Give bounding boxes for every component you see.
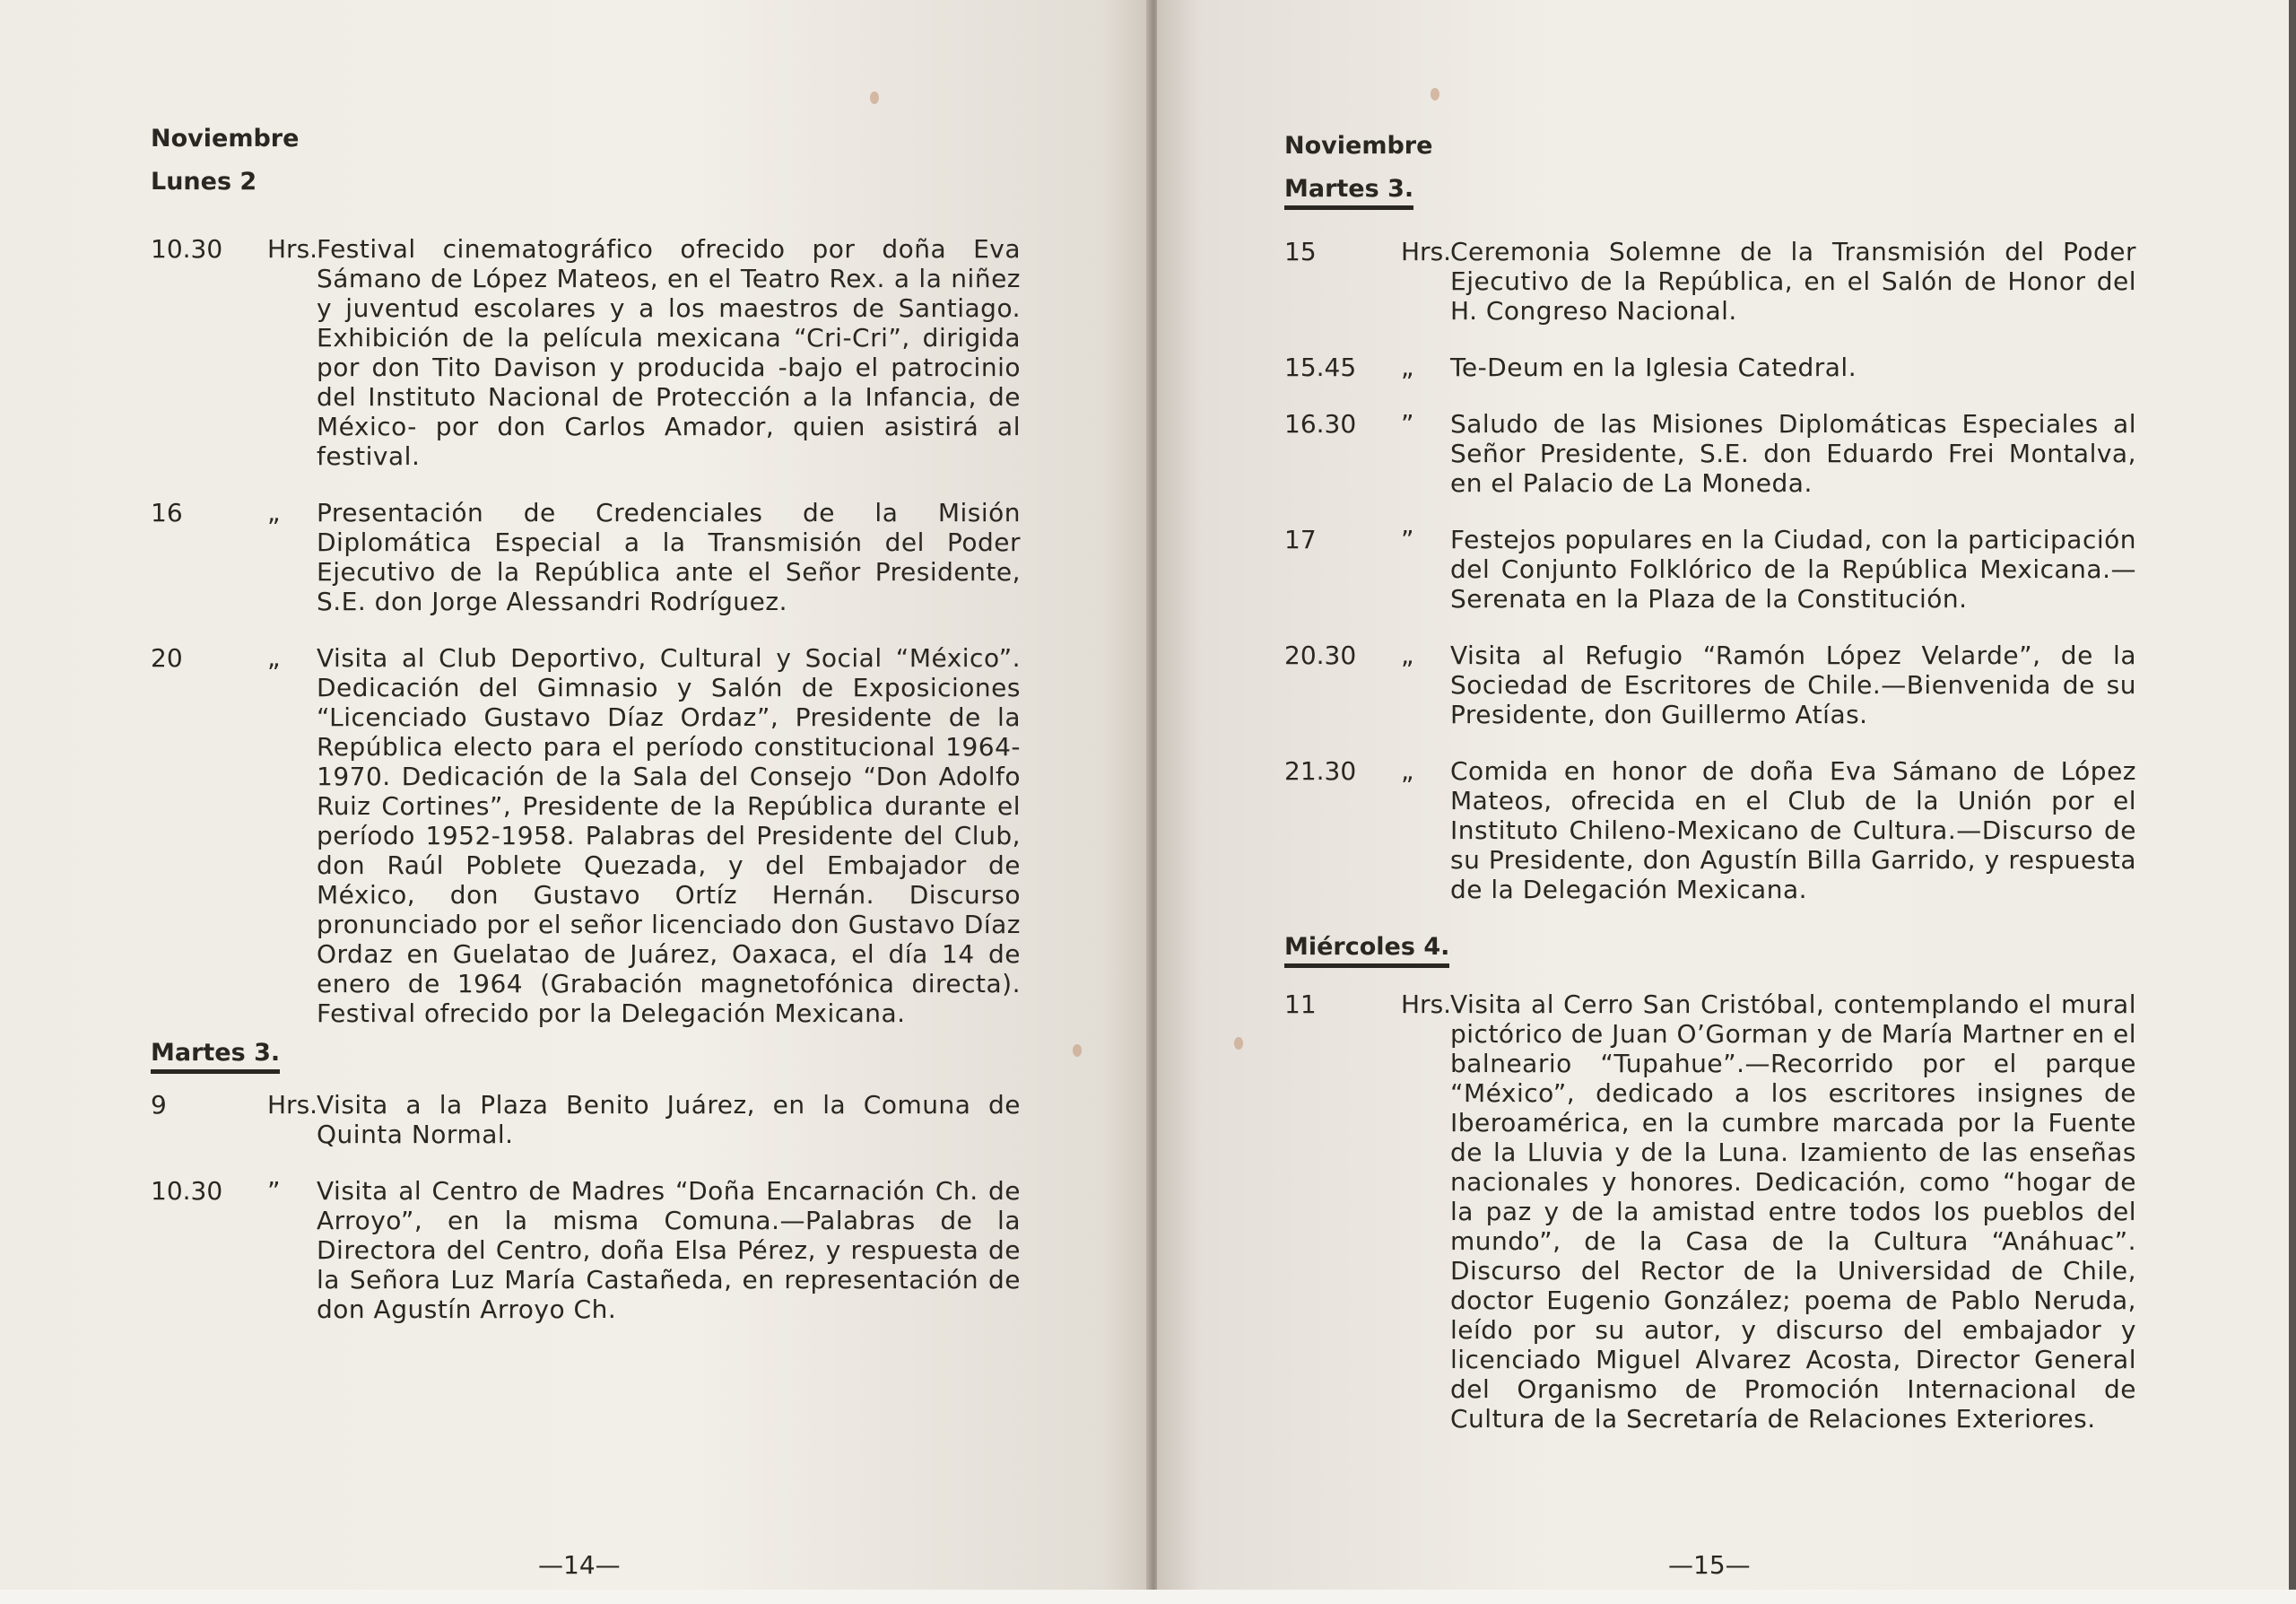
schedule-entry bbox=[1284, 525, 2136, 614]
entry-time: 16 bbox=[151, 498, 183, 527]
entry-time: 21.30 bbox=[1284, 756, 1357, 786]
entry-description: Visita al Refugio “Ramón López Velarde”, de la Sociedad de Escritores de Chile.—Bienvenida de su Presidente, don Guillermo Atías. bbox=[1450, 641, 2136, 729]
paper-stain bbox=[1431, 88, 1439, 100]
entry-unit: „ bbox=[1401, 756, 1414, 786]
entry-time: 17 bbox=[1284, 525, 1317, 554]
schedule-entry bbox=[1284, 237, 2136, 326]
entry-time: 15.45 bbox=[1284, 353, 1357, 382]
entry-time: 9 bbox=[151, 1090, 167, 1120]
day-heading: Lunes 2 bbox=[151, 168, 257, 196]
schedule-entry bbox=[151, 234, 1021, 471]
paper-stain bbox=[870, 92, 879, 104]
entry-unit: ” bbox=[267, 1176, 281, 1206]
entry-unit: „ bbox=[267, 498, 281, 527]
entry-description: Ceremonia Solemne de la Transmisión del Poder Ejecutivo de la República, en el Salón de Honor del H. Congreso Nacional. bbox=[1450, 237, 2136, 326]
entry-description: Visita al Club Deportivo, Cultural y Social “México”. Dedicación del Gimnasio y Salón de Exposiciones “Licenciado Gustavo Díaz Ordaz”, Presidente de la República electo para el período constitucional 1964-1970. Dedicación de la Sala del Consejo “Don Adolfo Ruiz Cortines”, Presidente de la República durante el período 1952-1958. Palabras del Presidente del Club, don Raúl Poblete Quezada, y del Embajador de México, don Gustavo Ortíz Hernán. Discurso pronunciado por el señor licenciado don Gustavo Díaz Ordaz en Guelatao de Juárez, Oaxaca, el día 14 de enero de 1964 (Grabación magnetofónica directa). Festival ofrecido por la Delegación Mexicana. bbox=[317, 643, 1021, 1028]
entry-description: Comida en honor de doña Eva Sámano de López Mateos, ofrecida en el Club de la Unión por el Instituto Chileno-Mexicano de Cultura.—Discurso de su Presidente, don Agustín Billa Garrido, y respuesta de la Delegación Mexicana. bbox=[1450, 756, 2136, 904]
paper-stain bbox=[1234, 1037, 1243, 1050]
schedule-entry bbox=[151, 643, 1021, 1028]
right-page-content bbox=[1284, 131, 2136, 1460]
entry-time: 15 bbox=[1284, 237, 1317, 266]
entry-description: Saludo de las Misiones Diplomáticas Especiales al Señor Presidente, S.E. don Eduardo Frei Montalva, en el Palacio de La Moneda. bbox=[1450, 409, 2136, 498]
entry-unit: ” bbox=[1401, 525, 1414, 554]
schedule-entry bbox=[1284, 409, 2136, 498]
entry-description: Te-Deum en la Iglesia Catedral. bbox=[1450, 353, 1857, 382]
entry-description: Festival cinematográfico ofrecido por doña Eva Sámano de López Mateos, en el Teatro Rex. a la niñez y juventud escolares y a los maestros de Santiago. Exhibición de la película mexicana “Cri-Cri”, dirigida por don Tito Davison y producida -bajo el patrocinio del Instituto Nacional de Protección a la Infancia, de México- por don Carlos Amador, quien asistirá al festival. bbox=[317, 234, 1021, 471]
left-page-content bbox=[151, 124, 1021, 1351]
entry-time: 10.30 bbox=[151, 1176, 223, 1206]
paper-stain bbox=[1073, 1044, 1082, 1057]
entry-description: Visita a la Plaza Benito Juárez, en la Comuna de Quinta Normal. bbox=[317, 1090, 1021, 1149]
entry-unit: „ bbox=[267, 643, 281, 673]
schedule-entry bbox=[1284, 353, 2136, 382]
schedule-entry bbox=[1284, 756, 2136, 904]
month-heading: Noviembre bbox=[1284, 132, 1433, 160]
schedule-entry bbox=[1284, 989, 2136, 1434]
page-number: —15— bbox=[1668, 1550, 1751, 1580]
entry-unit: „ bbox=[1401, 641, 1414, 670]
schedule-entry bbox=[151, 498, 1021, 616]
scan-edge bbox=[0, 1590, 2296, 1604]
entry-unit: Hrs. bbox=[267, 1090, 318, 1120]
entry-unit: „ bbox=[1401, 353, 1414, 382]
day-heading: Miércoles 4. bbox=[1284, 932, 1449, 968]
day-heading: Martes 3. bbox=[1284, 174, 1413, 210]
right-page bbox=[1157, 0, 2289, 1604]
month-heading: Noviembre bbox=[151, 125, 300, 153]
entry-time: 11 bbox=[1284, 989, 1317, 1019]
entry-description: Visita al Cerro San Cristóbal, contemplando el mural pictórico de Juan O’Gorman y de María Martner en el balneario “Tupahue”.—Recorrido por el parque “México”, dedicado a los escritores insignes de Iberoamérica, en la cumbre marcada por la Fuente de la Lluvia y de la Luna. Izamiento de las enseñas nacionales y honores. Dedicación, como “hogar de la paz y de la amistad entre todos los pueblos del mundo”, de la Casa de la Cultura “Anáhuac”. Discurso del Rector de la Universidad de Chile, doctor Eugenio González; poema de Pablo Neruda, leído por su autor, y discurso del embajador y licenciado Miguel Alvarez Acosta, Director General del Organismo de Promoción Internacional de Cultura de la Secretaría de Relaciones Exteriores. bbox=[1450, 989, 2136, 1434]
schedule-entry bbox=[151, 1090, 1021, 1149]
entry-unit: Hrs. bbox=[267, 234, 318, 264]
entry-time: 10.30 bbox=[151, 234, 223, 264]
entry-time: 20.30 bbox=[1284, 641, 1357, 670]
entry-time: 20 bbox=[151, 643, 183, 673]
day-heading: Martes 3. bbox=[151, 1038, 280, 1074]
schedule-entry bbox=[151, 1176, 1021, 1324]
entry-unit: Hrs. bbox=[1401, 989, 1452, 1019]
entry-unit: Hrs. bbox=[1401, 237, 1452, 266]
entry-unit: ” bbox=[1401, 409, 1414, 439]
entry-description: Presentación de Credenciales de la Misión Diplomática Especial a la Transmisión del Poder Ejecutivo de la República ante el Señor Presidente, S.E. don Jorge Alessandri Rodríguez. bbox=[317, 498, 1021, 616]
entry-time: 16.30 bbox=[1284, 409, 1357, 439]
page-number: —14— bbox=[538, 1550, 621, 1580]
entry-description: Festejos populares en la Ciudad, con la participación del Conjunto Folklórico de la República Mexicana.—Serenata en la Plaza de la Constitución. bbox=[1450, 525, 2136, 614]
schedule-entry bbox=[1284, 641, 2136, 729]
entry-description: Visita al Centro de Madres “Doña Encarnación Ch. de Arroyo”, en la misma Comuna.—Palabras de la Directora del Centro, doña Elsa Pérez, y respuesta de la Señora Luz María Castañeda, en representación de don Agustín Arroyo Ch. bbox=[317, 1176, 1021, 1324]
